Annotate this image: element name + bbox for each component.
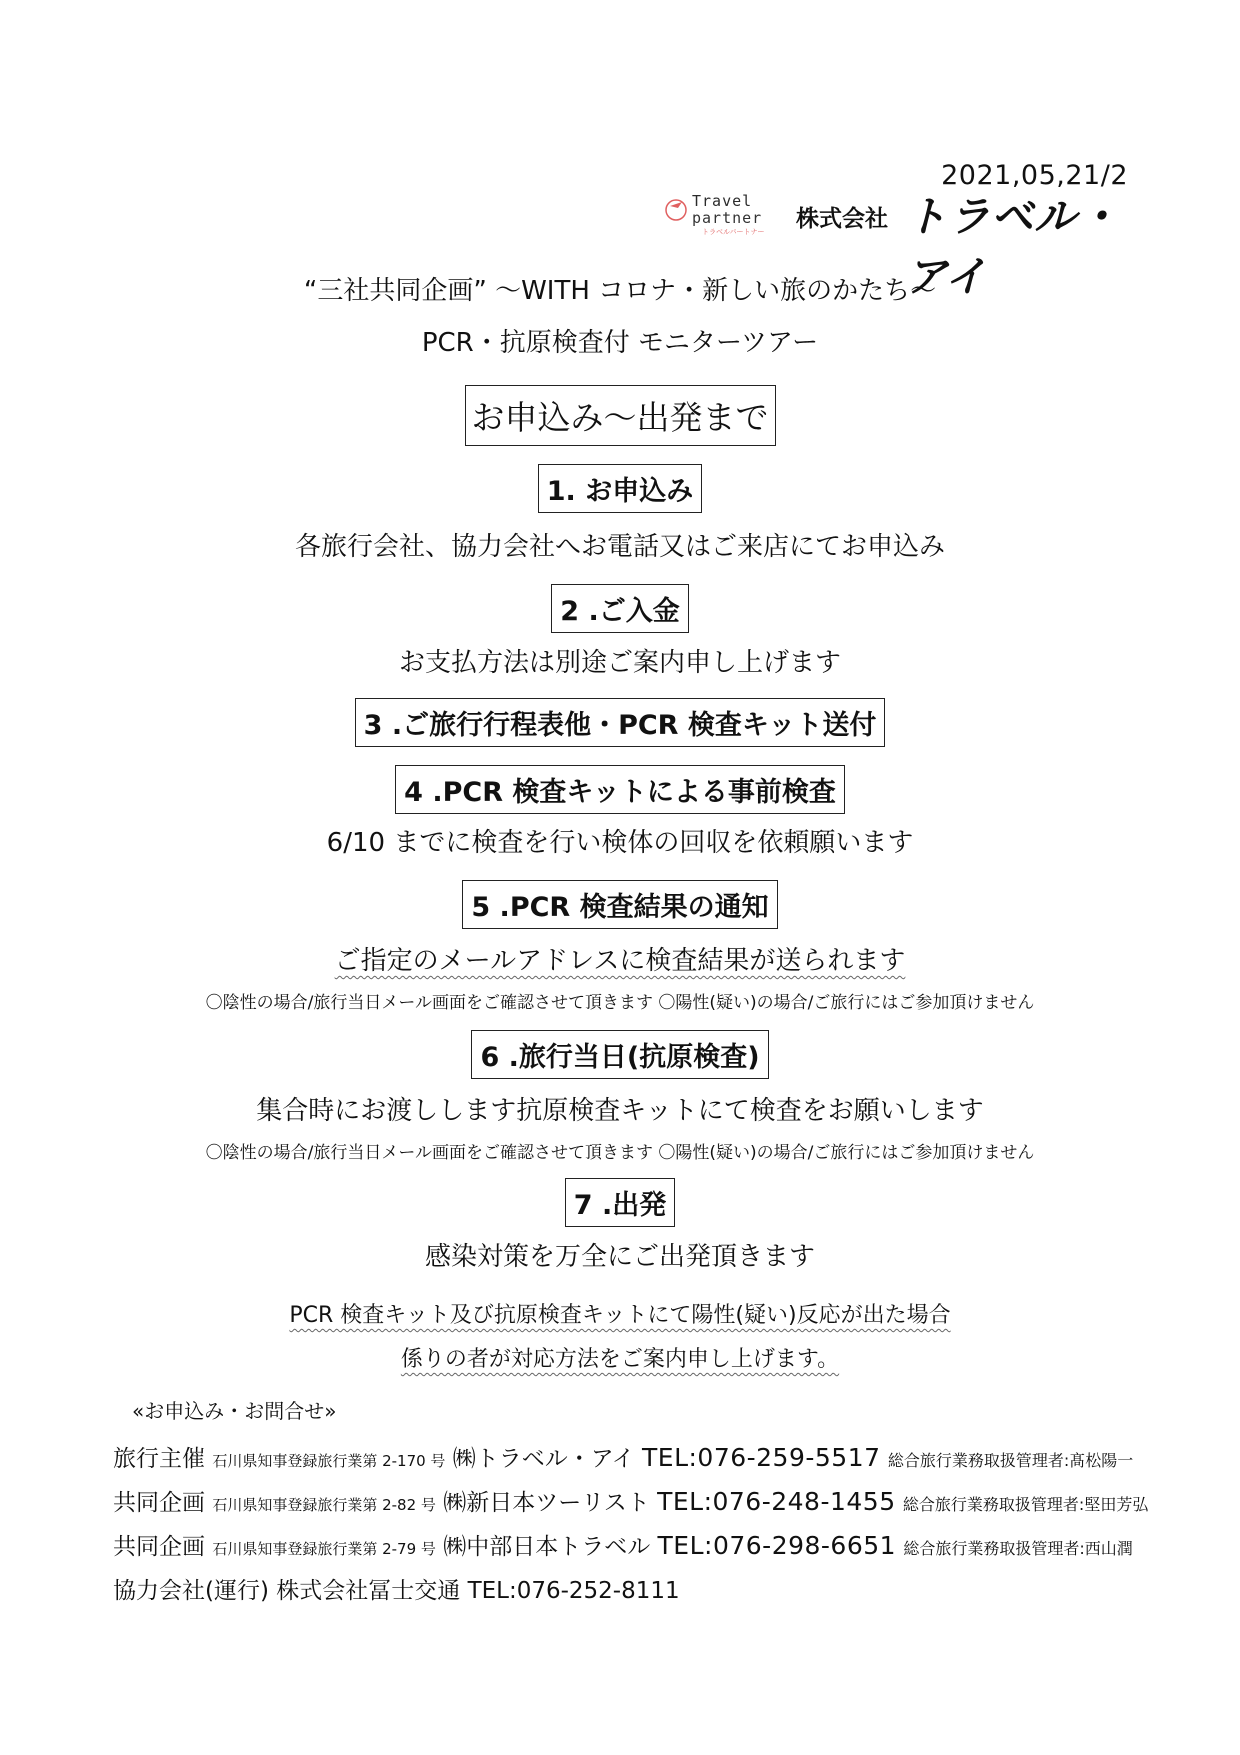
step-5-desc-wrap (0, 940, 1240, 977)
warning-line-1-wrap (0, 1298, 1240, 1329)
contact-row (113, 1484, 1148, 1517)
document-date: 2021,05,21/2 (941, 160, 1128, 191)
step-4-heading (0, 765, 1240, 814)
step-2-box: 2 .ご入金 (551, 584, 688, 633)
step-3-box: 3 .ご旅行行程表他・PCR 検査キット送付 (355, 698, 886, 747)
step-6-note: 〇陰性の場合/旅行当日メール画面をご確認させて頂きます 〇陽性(疑い)の場合/ご旅行にはご参加頂けません (205, 1143, 1035, 1163)
main-title: “三社共同企画” ～WITH コロナ・新しい旅のかたち～ (303, 276, 937, 306)
step-4-desc: 6/10 までに検査を行い検体の回収を依頼願います (326, 828, 914, 858)
logo-text-travel: Travel (692, 192, 753, 210)
step-1-box: 1. お申込み (538, 464, 702, 513)
contact-tel: TEL:076-298-6651 (657, 1531, 897, 1560)
step-7-heading (0, 1178, 1240, 1227)
warning-line-2: 係りの者が対応方法をご案内申し上げます。 (400, 1347, 840, 1372)
step-1-desc: 各旅行会社、協力会社へお電話又はご来店にてお申込み (294, 532, 945, 562)
warning-line-2-wrap (0, 1342, 1240, 1373)
step-3-heading (0, 698, 1240, 747)
logo-subtext: トラベルパートナー (702, 228, 765, 236)
step-7-box: 7 .出発 (565, 1178, 675, 1227)
contact-tel: TEL:076-259-5517 (642, 1443, 881, 1472)
company-logo (660, 190, 1140, 301)
step-5-note: 〇陰性の場合/旅行当日メール画面をご確認させて頂きます 〇陽性(疑い)の場合/ご旅行にはご参加頂けません (205, 993, 1035, 1013)
contact-company: ㈱トラベル・アイ (452, 1446, 635, 1472)
step-5-desc: ご指定のメールアドレスに検査結果が送られます (334, 946, 906, 976)
sub-title: PCR・抗原検査付 モニターツアー (421, 328, 819, 358)
contact-license: 石川県知事登録旅行業第 2-79 号 (212, 1540, 436, 1558)
contact-role: 共同企画 (113, 1490, 205, 1516)
step-5-heading (0, 880, 1240, 929)
contact-manager: 総合旅行業務取扱管理者:髙松陽一 (887, 1451, 1134, 1470)
airplane-icon (664, 196, 690, 222)
logo-text-partner: partner (692, 209, 763, 227)
company-name: トラベル・アイ (905, 192, 1121, 301)
contact-company: ㈱中部日本トラベル (443, 1534, 651, 1560)
contact-role: 共同企画 (113, 1534, 205, 1560)
step-6-heading (0, 1030, 1240, 1079)
contact-company: ㈱新日本ツーリスト (443, 1490, 650, 1516)
warning-line-1: PCR 検査キット及び抗原検査キットにて陽性(疑い)反応が出た場合 (289, 1303, 951, 1328)
contact-license: 石川県知事登録旅行業第 2-82 号 (212, 1496, 436, 1514)
step-7-desc: 感染対策を万全にご出発頂きます (424, 1242, 815, 1272)
step-5-box: 5 .PCR 検査結果の通知 (462, 880, 777, 929)
step-2-heading (0, 584, 1240, 633)
contact-manager: 総合旅行業務取扱管理者:西山潤 (903, 1539, 1133, 1558)
contact-license: 石川県知事登録旅行業第 2-170 号 (212, 1452, 446, 1470)
step-6-desc: 集合時にお渡しします抗原検査キットにて検査をお願いします (256, 1096, 984, 1126)
contact-row (113, 1528, 1133, 1561)
contact-row (113, 1440, 1133, 1473)
contact-heading: «お申込み・お問合せ» (132, 1399, 337, 1423)
contact-tel: TEL:076-248-1455 (657, 1487, 896, 1516)
partner-company: 協力会社(運行) 株式会社冨士交通 TEL:076-252-8111 (113, 1578, 680, 1604)
step-6-box: 6 .旅行当日(抗原検査) (471, 1030, 768, 1079)
travel-partner-logo (660, 190, 780, 240)
flow-heading (0, 385, 1240, 446)
step-2-desc: お支払方法は別途ご案内申し上げます (398, 648, 841, 678)
contact-manager: 総合旅行業務取扱管理者:堅田芳弘 (902, 1495, 1149, 1514)
step-1-heading (0, 464, 1240, 513)
contact-role: 旅行主催 (113, 1446, 205, 1472)
company-prefix: 株式会社 (796, 206, 888, 232)
flow-heading-box: お申込み～出発まで (465, 385, 776, 446)
step-4-box: 4 .PCR 検査キットによる事前検査 (395, 765, 845, 814)
